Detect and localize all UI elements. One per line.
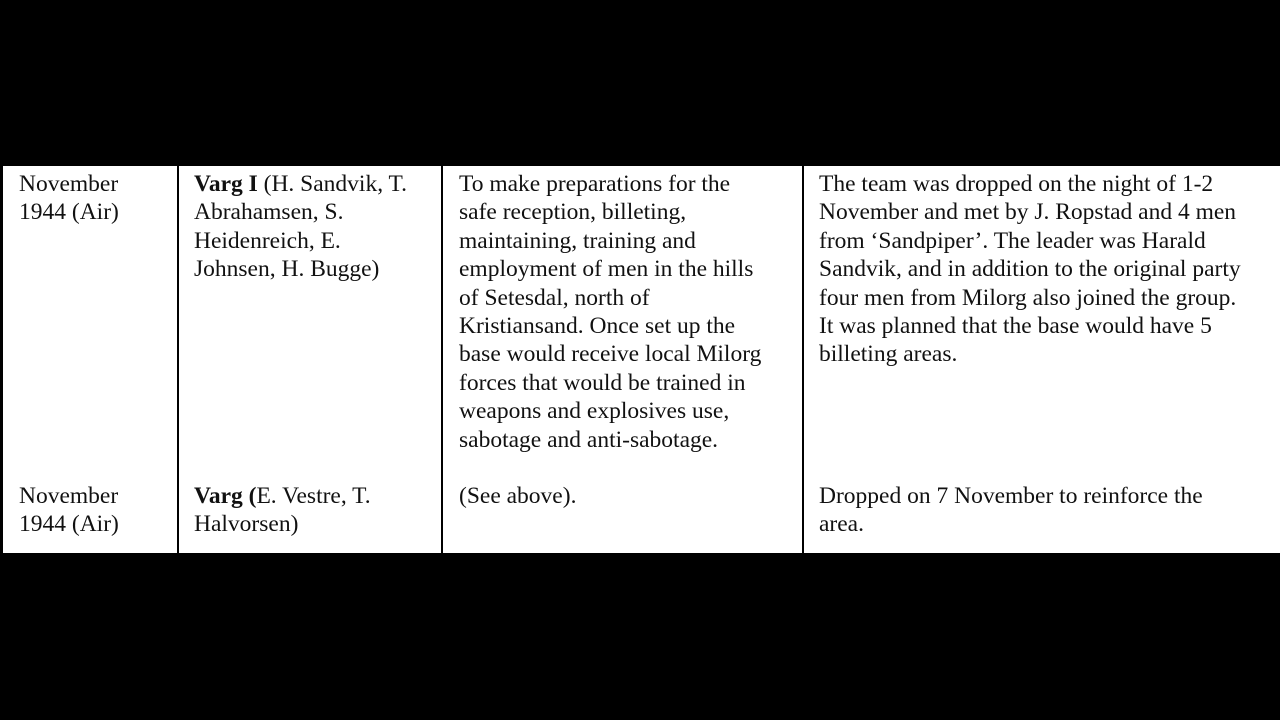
operation-cell [194,170,439,284]
purpose-cell: To make preparations for the safe reception, billeting, maintaining, training and employment of men in the hills of Setesdal, north of Kristiansand. Once set up the base would receive local Milorg forces that would be trained in weapons and explosives use, sabotage and anti-sabotage. [459,171,762,453]
operation-members: E. Vestre, T. Halvorsen) [194,483,371,538]
operation-cell [194,482,439,539]
date-cell: November 1944 (Air) [19,483,119,538]
column-divider [802,166,804,553]
operation-members: (H. Sandvik, T. Abrahamsen, S. Heidenreich, E. Johnsen, H. Bugge) [194,171,408,283]
operation-name: Varg ( [194,483,257,509]
column-divider [177,166,179,553]
column-divider [441,166,443,553]
purpose-cell: (See above). [459,483,577,509]
outcome-cell: The team was dropped on the night of 1-2 November and met by J. Ropstad and 4 men from ‘Sandpiper’. The leader was Harald Sandvik, and in addition to the original party four men from Milorg also joined the group. It was planned that the base would have 5 billeting areas. [819,171,1241,368]
date-cell: November 1944 (Air) [19,171,119,226]
outcome-cell: Dropped on 7 November to reinforce the area. [819,483,1203,538]
operation-name: Varg I [194,171,258,197]
operations-table [0,166,1280,553]
